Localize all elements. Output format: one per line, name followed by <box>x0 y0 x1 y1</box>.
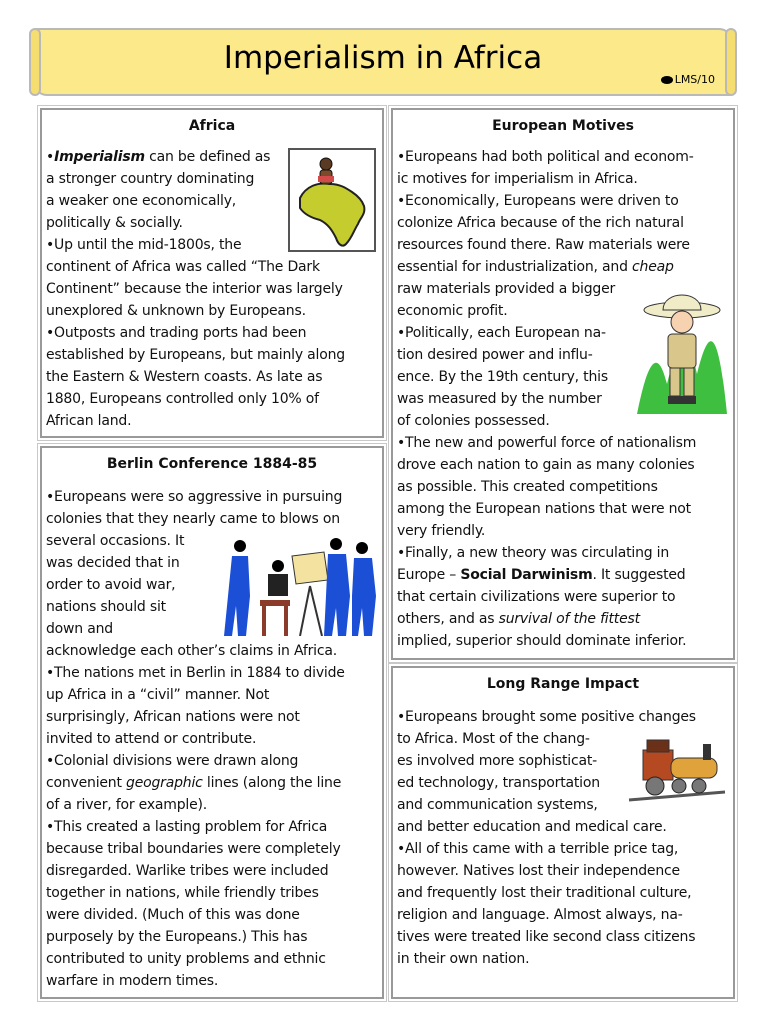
text-line: Continent” because the interior was largely <box>46 281 343 297</box>
text-line: 1880, Europeans controlled only 10% of <box>46 391 319 407</box>
text-line: of a river, for example). <box>46 797 208 813</box>
text-line: disregarded. Warlike tribes were included <box>46 863 329 879</box>
text-line: purposely by the Europeans.) This has <box>46 929 308 945</box>
text-line: however. Natives lost their independence <box>397 863 680 879</box>
text-line: nations should sit <box>46 599 166 615</box>
text-line: ic motives for imperialism in Africa. <box>397 171 638 187</box>
text-line: surprisingly, African nations were not <box>46 709 300 725</box>
text-line: the Eastern & Western coasts. As late as <box>46 369 323 385</box>
text-line: because tribal boundaries were completely <box>46 841 341 857</box>
text-line: •Finally, a new theory was circulating in <box>397 545 670 561</box>
text-line: unexplored & unknown by Europeans. <box>46 303 306 319</box>
text-line: was measured by the number <box>397 391 602 407</box>
text-line: among the European nations that were not <box>397 501 691 517</box>
text-line: •Imperialism can be defined as <box>46 149 271 165</box>
conference-people-icon <box>220 536 378 636</box>
text-line: up Africa in a “civil” manner. Not <box>46 687 270 703</box>
text-line: established by Europeans, but mainly along <box>46 347 345 363</box>
text-line: •Europeans had both political and econom- <box>397 149 694 165</box>
text-line: •Economically, Europeans were driven to <box>397 193 679 209</box>
africa-section <box>40 108 384 438</box>
text-line: religion and language. Almost always, na- <box>397 907 683 923</box>
text-line: •The new and powerful force of nationalism <box>397 435 697 451</box>
text-line: others, and as survival of the fittest <box>397 611 640 627</box>
text-line: and frequently lost their traditional culture, <box>397 885 692 901</box>
text-line: tives were treated like second class citizens <box>397 929 696 945</box>
text-line: resources found there. Raw materials were <box>397 237 690 253</box>
text-line: es involved more sophisticat- <box>397 753 598 769</box>
eye-icon <box>661 76 673 84</box>
section-heading: European Motives <box>492 118 634 134</box>
text-line: ed technology, transportation <box>397 775 600 791</box>
text-line: several occasions. It <box>46 533 185 549</box>
text-line: was decided that in <box>46 555 180 571</box>
text-line: tion desired power and influ- <box>397 347 593 363</box>
text-line: drove each nation to gain as many colonies <box>397 457 695 473</box>
long-range-impact-section <box>391 666 735 999</box>
berlin-conference-section <box>40 446 384 999</box>
text-line: colonize Africa because of the rich natural <box>397 215 684 231</box>
text-line: •Politically, each European na- <box>397 325 606 341</box>
title-banner <box>33 28 733 96</box>
page-title: Imperialism in Africa <box>223 40 543 76</box>
text-line: continent of Africa was called “The Dark <box>46 259 320 275</box>
text-line: were divided. (Much of this was done <box>46 907 300 923</box>
text-line: to Africa. Most of the chang- <box>397 731 590 747</box>
text-line: that certain civilizations were superior to <box>397 589 676 605</box>
text-line: acknowledge each other’s claims in Africa. <box>46 643 337 659</box>
section-heading: Berlin Conference 1884-85 <box>106 456 318 472</box>
text-line: Europe – Social Darwinism. It suggested <box>397 567 686 583</box>
text-line: in their own nation. <box>397 951 530 967</box>
text-line: of colonies possessed. <box>397 413 550 429</box>
text-line: essential for industrialization, and cheap <box>397 259 674 275</box>
text-line: African land. <box>46 413 132 429</box>
text-line: raw materials provided a bigger <box>397 281 616 297</box>
text-line: a stronger country dominating <box>46 171 255 187</box>
text-line: implied, superior should dominate inferior. <box>397 633 687 649</box>
text-line: contributed to unity problems and ethnic <box>46 951 326 967</box>
text-line: colonies that they nearly came to blows on <box>46 511 340 527</box>
text-line: warfare in modern times. <box>46 973 219 989</box>
text-line: and communication systems, <box>397 797 598 813</box>
text-line: •All of this came with a terrible price tag, <box>397 841 679 857</box>
explorer-icon <box>637 284 727 416</box>
train-icon <box>627 730 727 808</box>
credit-label: LMS/10 <box>661 73 715 86</box>
section-heading: Africa <box>188 118 236 134</box>
text-line: •Outposts and trading ports had been <box>46 325 307 341</box>
text-line: ence. By the 19th century, this <box>397 369 608 385</box>
text-line: •Europeans were so aggressive in pursuing <box>46 489 343 505</box>
text-line: economic profit. <box>397 303 508 319</box>
section-heading: Long Range Impact <box>486 676 640 692</box>
text-line: •The nations met in Berlin in 1884 to divide <box>46 665 345 681</box>
text-line: convenient geographic lines (along the line <box>46 775 342 791</box>
text-line: invited to attend or contribute. <box>46 731 257 747</box>
text-line: politically & socially. <box>46 215 183 231</box>
text-line: a weaker one economically, <box>46 193 237 209</box>
text-line: order to avoid war, <box>46 577 176 593</box>
text-line: together in nations, while friendly tribes <box>46 885 319 901</box>
text-line: down and <box>46 621 113 637</box>
european-motives-section <box>391 108 735 660</box>
text-line: •Colonial divisions were drawn along <box>46 753 299 769</box>
africa-map-icon <box>288 148 376 252</box>
text-line: •Up until the mid-1800s, the <box>46 237 242 253</box>
text-line: •This created a lasting problem for Africa <box>46 819 328 835</box>
text-line: and better education and medical care. <box>397 819 667 835</box>
text-line: very friendly. <box>397 523 486 539</box>
text-line: as possible. This created competitions <box>397 479 658 495</box>
text-line: •Europeans brought some positive changes <box>397 709 696 725</box>
